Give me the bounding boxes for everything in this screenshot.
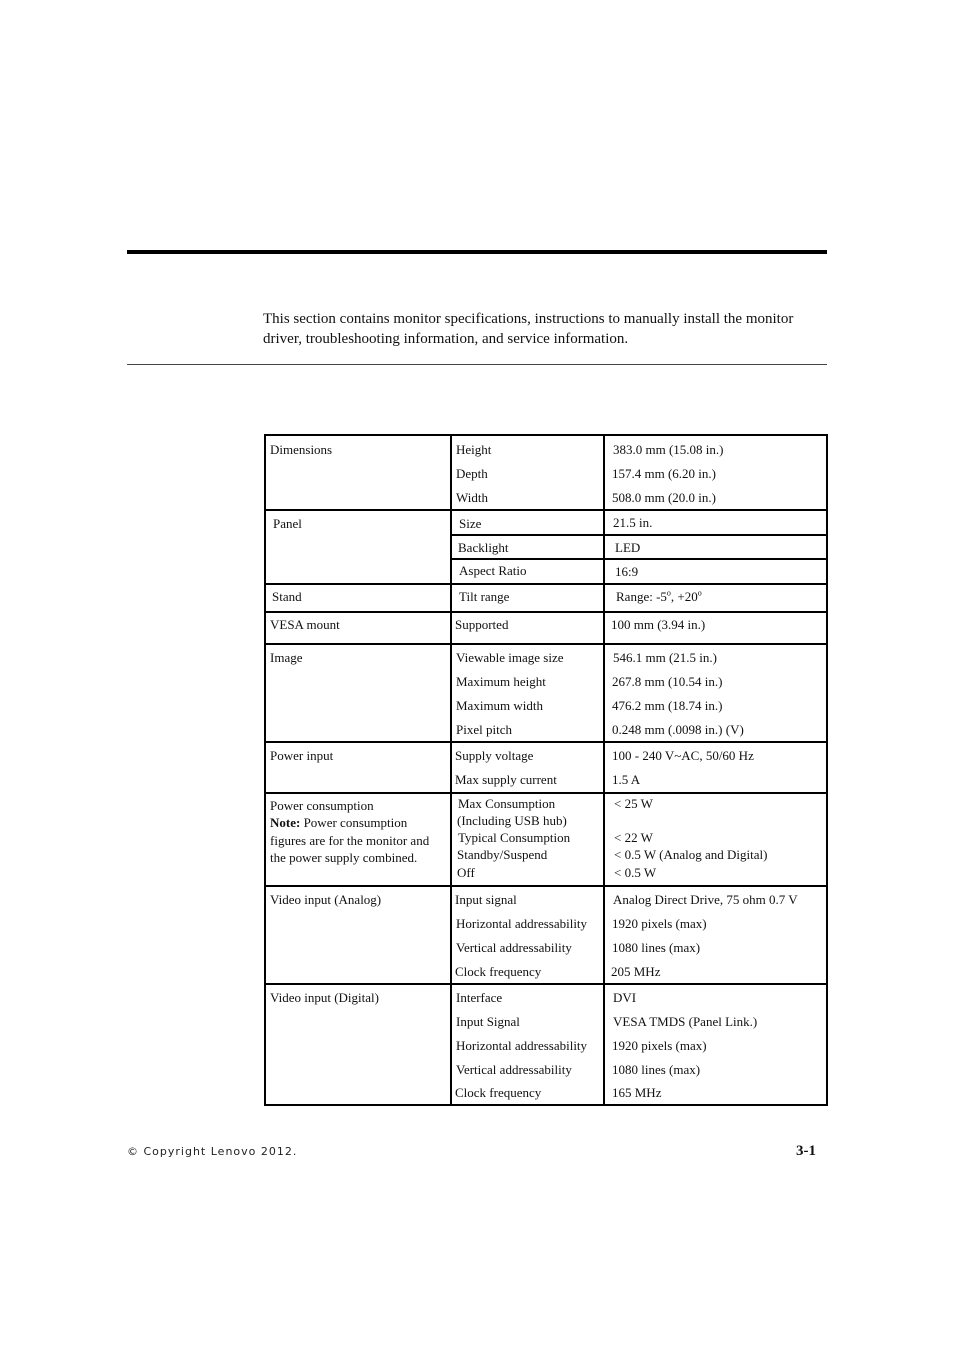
spec-item: Vertical addressability <box>456 1062 572 1077</box>
power-consumption-note: the power supply combined. <box>270 850 418 865</box>
spec-value: VESA TMDS (Panel Link.) <box>613 1014 758 1029</box>
spec-value: 1080 lines (max) <box>612 1062 701 1077</box>
spec-category-power-consumption: Power consumption <box>270 798 374 813</box>
spec-item: Backlight <box>458 540 509 555</box>
section-intro: This section contains monitor specifications, instructions to manually install the monitor driver, troubleshooting information, and service information. <box>263 311 794 347</box>
spec-value: 1920 pixels (max) <box>612 916 707 931</box>
power-consumption-note: figures are for the monitor and <box>270 833 430 848</box>
spec-item: Max Consumption <box>458 796 556 811</box>
spec-value-tilt-range: Range: $-5^o$, $+20^o$ <box>616 588 702 604</box>
row-divider <box>266 792 826 794</box>
row-divider <box>266 611 826 613</box>
spec-item: Supported <box>455 617 509 632</box>
spec-value: < 25 W <box>614 796 653 811</box>
spec-item: Aspect Ratio <box>459 563 527 578</box>
page-number: 3-1 <box>796 1143 816 1159</box>
spec-item: Viewable image size <box>456 650 564 665</box>
specifications-table <box>264 434 828 1106</box>
spec-category-video-digital: Video input (Digital) <box>270 990 379 1005</box>
spec-value: DVI <box>613 990 637 1005</box>
spec-item: (Including USB hub) <box>457 813 567 828</box>
power-consumption-note: Note: Power consumption <box>270 815 408 830</box>
spec-value: 1.5 A <box>612 772 641 787</box>
spec-value: 165 MHz <box>612 1085 662 1100</box>
spec-value: LED <box>615 540 641 555</box>
spec-category-stand: Stand <box>272 589 302 604</box>
spec-value: 0.248 mm (.0098 in.) (V) <box>612 722 744 737</box>
spec-item: Maximum height <box>456 674 546 689</box>
spec-category-dimensions: Dimensions <box>270 442 333 457</box>
spec-value: 508.0 mm (20.0 in.) <box>612 490 716 505</box>
column-divider <box>450 436 452 1104</box>
spec-item: Maximum width <box>456 698 544 713</box>
spec-item: Height <box>456 442 492 457</box>
spec-value: < 0.5 W (Analog and Digital) <box>614 847 768 862</box>
spec-value: 1080 lines (max) <box>612 940 701 955</box>
spec-value: Analog Direct Drive, 75 ohm 0.7 V <box>613 892 798 907</box>
spec-value: 157.4 mm (6.20 in.) <box>612 466 716 481</box>
spec-item: Horizontal addressability <box>456 1038 588 1053</box>
spec-value: 1920 pixels (max) <box>612 1038 707 1053</box>
spec-category-video-analog: Video input (Analog) <box>270 892 382 907</box>
top-rule <box>127 250 827 254</box>
spec-value: 100 mm (3.94 in.) <box>611 617 706 632</box>
spec-item: Clock frequency <box>455 964 542 979</box>
spec-item: Clock frequency <box>455 1085 542 1100</box>
spec-item: Depth <box>456 466 488 481</box>
spec-item: Supply voltage <box>455 748 534 763</box>
spec-item: Horizontal addressability <box>456 916 588 931</box>
spec-item: Off <box>457 865 475 880</box>
spec-value: 546.1 mm (21.5 in.) <box>613 650 717 665</box>
spec-item: Size <box>459 516 482 531</box>
spec-category-vesa: VESA mount <box>270 617 340 632</box>
row-divider <box>266 583 826 585</box>
spec-value: 21.5 in. <box>613 515 653 530</box>
spec-item: Interface <box>456 990 503 1005</box>
spec-item: Typical Consumption <box>458 830 571 845</box>
spec-value: 383.0 mm (15.08 in.) <box>613 442 724 457</box>
spec-value: 267.8 mm (10.54 in.) <box>612 674 723 689</box>
spec-value: 16:9 <box>615 564 639 579</box>
spec-value: 100 - 240 V~AC, 50/60 Hz <box>612 748 754 763</box>
row-divider <box>266 983 826 985</box>
spec-item: Max supply current <box>455 772 557 787</box>
row-divider <box>266 509 826 511</box>
column-divider <box>603 436 605 1104</box>
copyright-notice: © Copyright Lenovo 2012. <box>127 1145 298 1158</box>
row-divider <box>266 885 826 887</box>
spec-item: Standby/Suspend <box>457 847 548 862</box>
spec-item: Input signal <box>455 892 517 907</box>
spec-value: < 22 W <box>614 830 653 845</box>
spec-value: 476.2 mm (18.74 in.) <box>612 698 723 713</box>
row-divider <box>266 643 826 645</box>
spec-item: Pixel pitch <box>456 722 512 737</box>
spec-value: < 0.5 W <box>614 865 657 880</box>
spec-item: Input Signal <box>456 1014 520 1029</box>
spec-item: Width <box>456 490 488 505</box>
spec-category-panel: Panel <box>273 516 302 531</box>
spec-item: Tilt range <box>459 589 510 604</box>
spec-category-image: Image <box>270 650 303 665</box>
spec-category-power-input: Power input <box>270 748 334 763</box>
spec-value: 205 MHz <box>611 964 661 979</box>
section-divider <box>127 364 827 365</box>
spec-item: Vertical addressability <box>456 940 572 955</box>
